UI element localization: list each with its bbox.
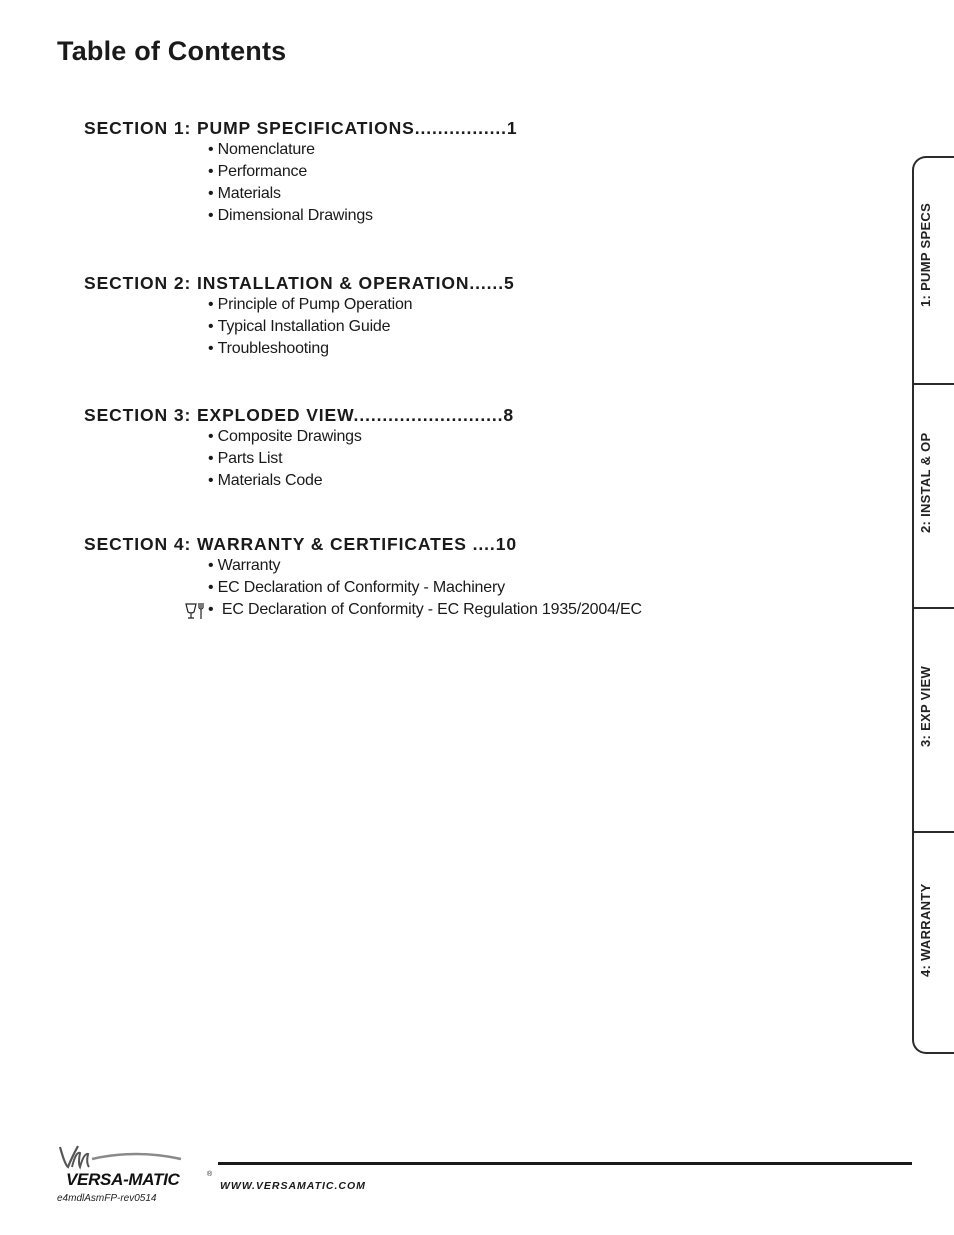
toc-item: • Dimensional Drawings <box>208 205 518 227</box>
website-link[interactable]: WWW.VERSAMATIC.COM <box>220 1180 366 1192</box>
toc-item-text: EC Declaration of Conformity - EC Regulation 1935/2004/EC <box>221 601 642 618</box>
toc-item: • Warranty <box>208 555 642 577</box>
section-2-heading[interactable]: SECTION 2: INSTALLATION & OPERATION......5 <box>84 273 515 293</box>
tab-label: 3: EXP VIEW <box>918 665 933 747</box>
section-1-heading[interactable]: SECTION 1: PUMP SPECIFICATIONS................1 <box>84 118 518 138</box>
section-2-items <box>84 294 515 360</box>
toc-item: • Troubleshooting <box>208 338 515 360</box>
toc-section-4 <box>84 533 642 621</box>
tab-label: 2: INSTAL & OP <box>918 432 933 533</box>
toc-item: • Parts List <box>208 448 514 470</box>
section-3-items <box>84 426 514 492</box>
tab-pump-specs[interactable] <box>914 158 954 383</box>
tab-label: 1: PUMP SPECS <box>918 202 933 307</box>
toc-item: • Composite Drawings <box>208 426 514 448</box>
toc-section-2 <box>84 272 515 360</box>
section-1-items <box>84 139 518 227</box>
vm-monogram-icon <box>56 1143 196 1171</box>
tab-warranty[interactable] <box>914 831 954 1053</box>
toc-item: • Performance <box>208 161 518 183</box>
section-3-heading[interactable]: SECTION 3: EXPLODED VIEW..........................8 <box>84 405 515 425</box>
toc-item: • Materials Code <box>208 470 514 492</box>
toc-item: • EC Declaration of Conformity - Machinery <box>208 577 642 599</box>
versa-matic-logo[interactable] <box>56 1143 216 1193</box>
tab-exp-view[interactable] <box>914 607 954 831</box>
page-title: Table of Contents <box>57 36 287 66</box>
section-tabs <box>912 156 954 1054</box>
footer-rule <box>218 1162 912 1165</box>
toc-section-3 <box>84 404 514 492</box>
toc-item: • Nomenclature <box>208 139 518 161</box>
toc-item: • Principle of Pump Operation <box>208 294 515 316</box>
document-code: e4mdlAsmFP-rev0514 <box>57 1193 157 1204</box>
section-4-items <box>84 555 642 621</box>
tab-label: 4: WARRANTY <box>918 883 933 977</box>
tab-instal-op[interactable] <box>914 383 954 607</box>
brand-name: VERSA-MATIC <box>66 1170 180 1189</box>
registered-mark: ® <box>207 1171 213 1178</box>
toc-section-1 <box>84 117 518 227</box>
glass-fork-icon <box>185 602 205 620</box>
toc-item: • Typical Installation Guide <box>208 316 515 338</box>
section-4-heading[interactable]: SECTION 4: WARRANTY & CERTIFICATES ....10 <box>84 534 517 554</box>
toc-item-food-contact <box>208 599 642 621</box>
toc-item: • Materials <box>208 183 518 205</box>
